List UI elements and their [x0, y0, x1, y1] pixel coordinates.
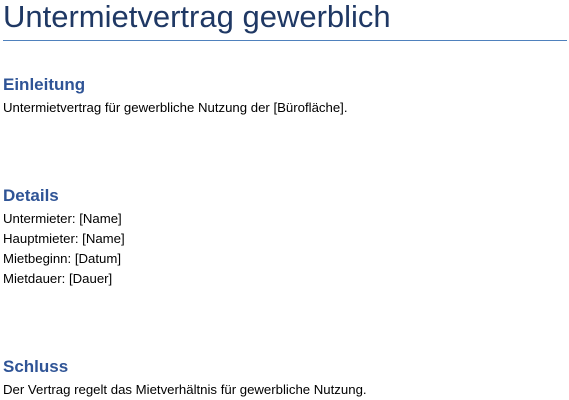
section-heading-schluss: Schluss: [3, 357, 69, 376]
details-line-mietdauer: Mietdauer: [Dauer]: [3, 271, 113, 286]
document-title: Untermietvertrag gewerblich: [3, 0, 391, 34]
einleitung-text: Untermietvertrag für gewerbliche Nutzung der [Bürofläche].: [3, 100, 348, 115]
section-heading-einleitung: Einleitung: [3, 75, 86, 94]
details-line-hauptmieter: Hauptmieter: [Name]: [3, 231, 125, 246]
section-heading-details: Details: [3, 186, 59, 205]
title-divider: [3, 40, 567, 41]
details-line-untermieter: Untermieter: [Name]: [3, 211, 122, 226]
details-line-mietbeginn: Mietbeginn: [Datum]: [3, 251, 122, 266]
schluss-text: Der Vertrag regelt das Mietverhältnis für gewerbliche Nutzung.: [3, 382, 367, 397]
